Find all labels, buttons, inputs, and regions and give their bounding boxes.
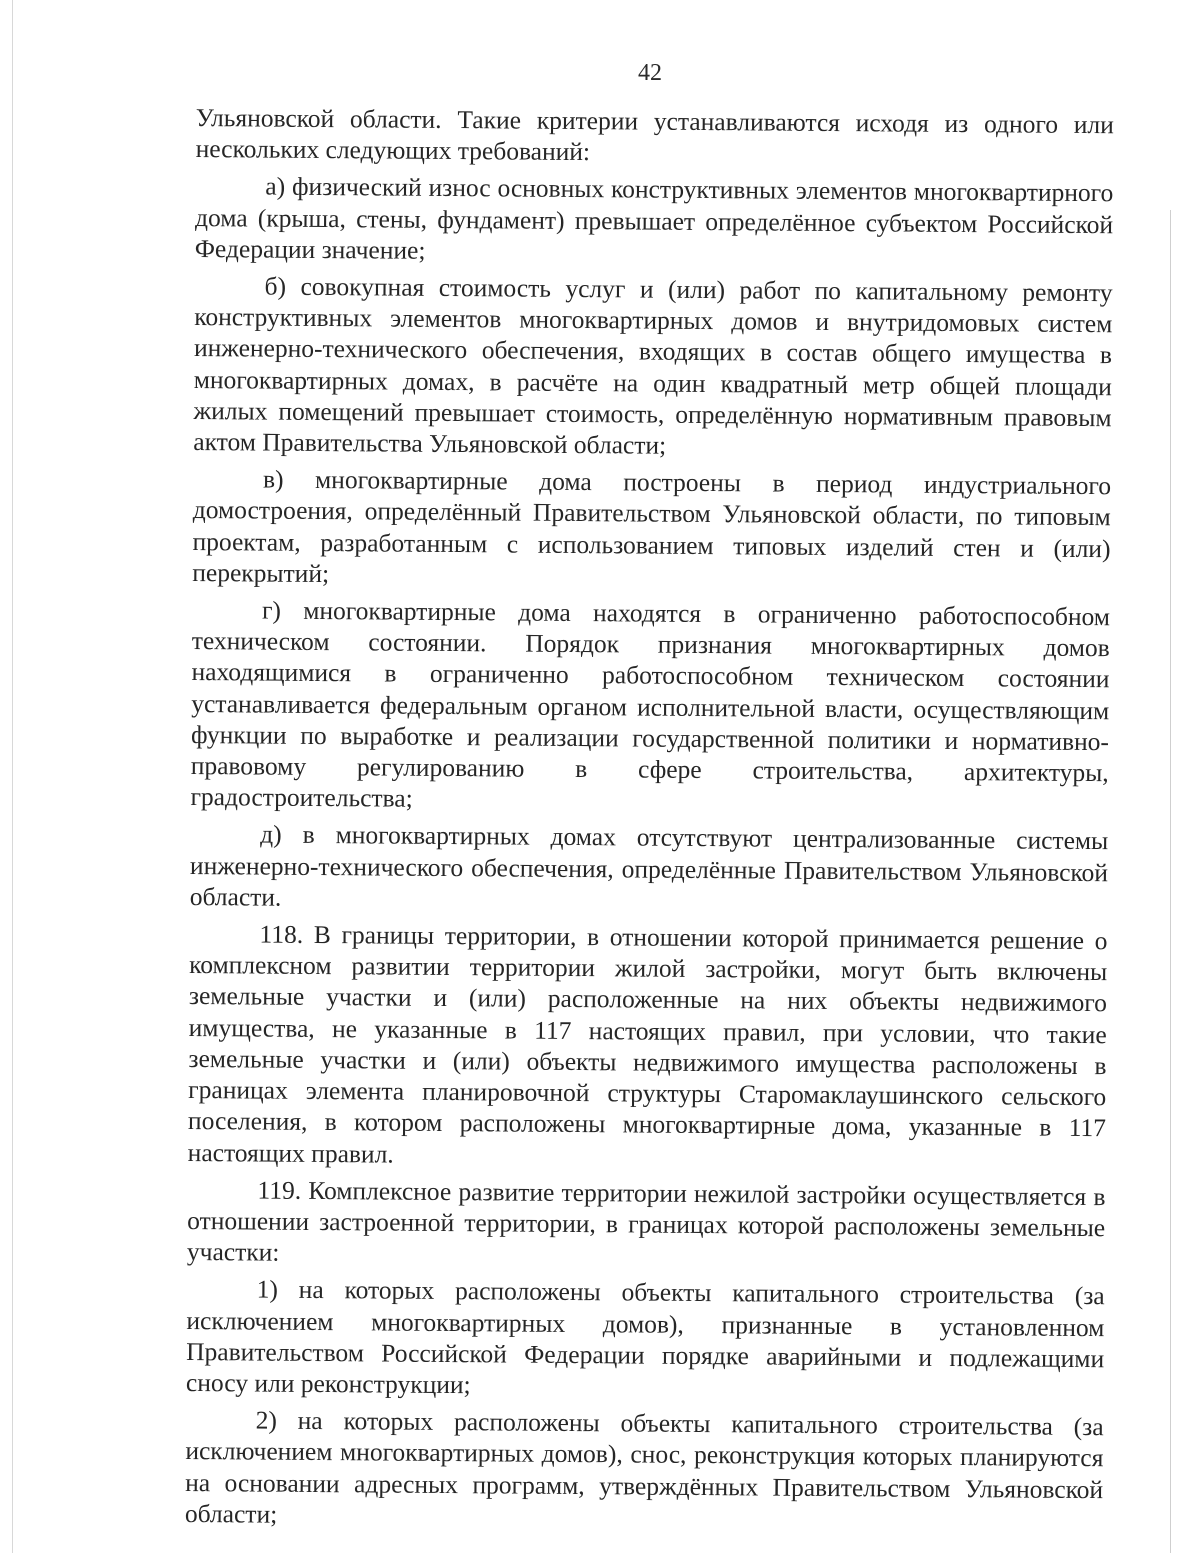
paragraph: 119. Комплексное развитие территории нежилой застройки осуществляется в отношении застроенной территории, в границах которой расположены земельные участки: bbox=[186, 1175, 1106, 1267]
paragraph: 1) на которых расположены объекты капитального строительства (за исключением многоквартирных домов), признанные в установленном Правительством Российской Федерации порядке аварийными и подлежащими сносу или реконструкции; bbox=[185, 1274, 1105, 1400]
paragraph: г) многоквартирные дома находятся в ограниченно работоспособном техническом состоянии. Порядок признания многоквартирных домов находящимися в ограниченно работоспособном техническом состоянии устанавливается федеральным органом исполнительной власти, осуществляющим функции по выработке и реализации государственной политики и нормативно-правовому регулированию в сфере строительства, архитектуры, градостроительства; bbox=[190, 595, 1111, 813]
paragraph: Ульяновской области. Такие критерии устанавливаются исходя из одного или нескольких следующих требований: bbox=[195, 102, 1114, 167]
paragraph: а) физический износ основных конструктивных элементов многоквартирного дома (крыша, стены, фундамент) превышает определённое субъектом Российской Федерации значение; bbox=[194, 171, 1114, 265]
body-text bbox=[185, 102, 1114, 1542]
paragraph: 118. В границы территории, в отношении которой принимается решение о комплексном развитии территории жилой застройки, могут быть включены земельные участки и (или) расположенные на них объекты недвижимого имущества, не указанные в 117 настоящих правил, при условии, что такие земельные участки и (или) объекты недвижимого имущества расположены в границах элемента планировочной структуры Старомаклаушинского сельского поселения, в котором расположены многоквартирные дома, указанные в 117 настоящих правил. bbox=[187, 919, 1108, 1169]
paragraph: б) совокупная стоимость услуг и (или) работ по капитальному ремонту конструктивных элементов многоквартирных домов и внутридомовых систем инженерно-технического обеспечения, входящих в состав общего имущества в многоквартирных домах, в расчёте на один квадратный метр общей площади жилых помещений превышает стоимость, определённую нормативным правовым актом Правительства Ульяновской области; bbox=[193, 271, 1113, 460]
scan-edge-line bbox=[12, 0, 13, 1553]
paragraph: 2) на которых расположены объекты капитального строительства (за исключением многоквартирных домов), снос, реконструкция которых планируются на основании адресных программ, утверждённых Правительством Ульяновской области; bbox=[184, 1405, 1104, 1529]
page-number: 42 bbox=[638, 60, 662, 86]
paragraph: д) в многоквартирных домах отсутствуют централизованные системы инженерно-технического обеспечения, определённые Правительством Ульяновской области. bbox=[189, 819, 1109, 912]
scan-edge-line bbox=[1170, 210, 1171, 1553]
paragraph: в) многоквартирные дома построены в период индустриального домостроения, определённый Правительством Ульяновской области, по типовым проектам, разработанным с использованием типовых изделий стен и (или) перекрытий; bbox=[192, 464, 1112, 588]
